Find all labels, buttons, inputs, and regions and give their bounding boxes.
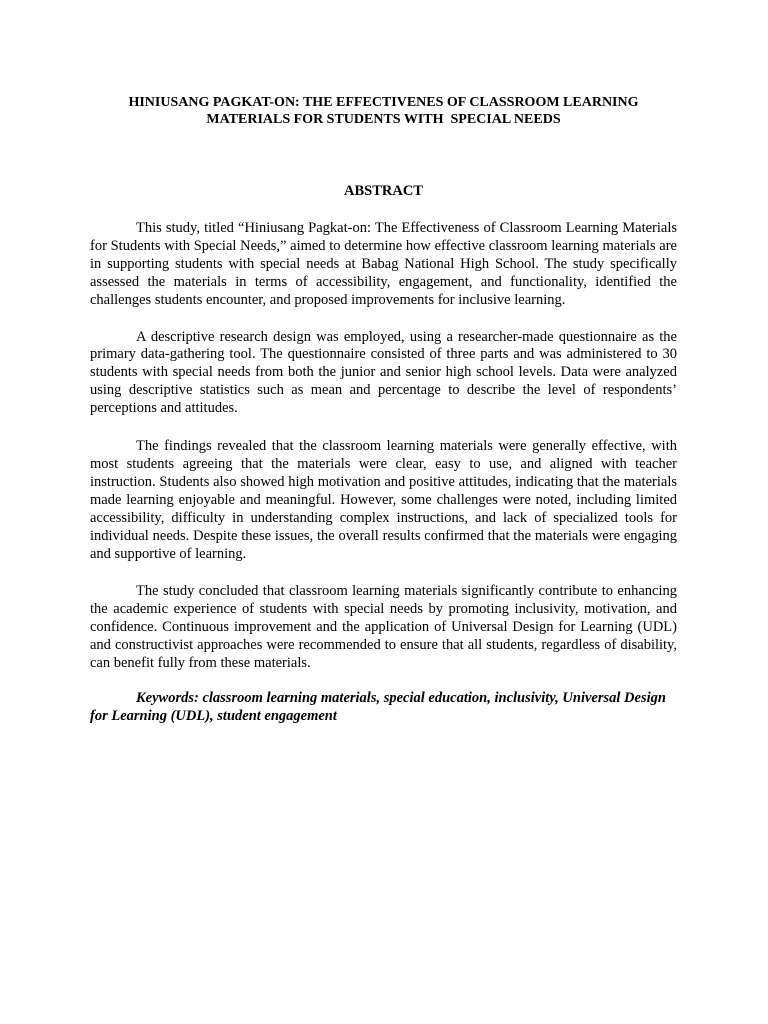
title-line-2: MATERIALS FOR STUDENTS WITH SPECIAL NEEDS [206, 112, 561, 127]
abstract-heading: ABSTRACT [344, 183, 423, 199]
title-line-1: HINIUSANG PAGKAT-ON: THE EFFECTIVENES OF CLASSROOM LEARNING [128, 95, 639, 110]
document-title [90, 94, 677, 128]
abstract-paragraph-1: This study, titled “Hiniusang Pagkat-on: The Effectiveness of Classroom Learning Materials for Students with Special Needs,” aimed to determine how effective classroom learning materials are in supporting students with special needs at Babag National High School. The study specifically assessed the materials in terms of accessibility, engagement, and functionality, identified the challenges students encounter, and proposed improvements for inclusive learning. [90, 220, 677, 308]
abstract-paragraph-2: A descriptive research design was employed, using a researcher-made questionnaire as the primary data-gathering tool. The questionnaire consisted of three parts and was administered to 30 students with special needs from both the junior and senior high school levels. Data were analyzed using descriptive statistics such as mean and percentage to describe the level of respondents’ perceptions and attitudes. [90, 328, 677, 417]
abstract-paragraph-4: The study concluded that classroom learning materials significantly contribute to enhancing the academic experience of students with special needs by promoting inclusivity, motivation, and confidence. Continuous improvement and the application of Universal Design for Learning (UDL) and constructivist approaches were recommended to ensure that all students, regardless of disability, can benefit fully from these materials. [90, 583, 677, 672]
document-page [90, 94, 677, 726]
keywords: Keywords: classroom learning materials, special education, inclusivity, Universal Design for Learning (UDL), student engagement [90, 689, 666, 725]
abstract-paragraph-3: The findings revealed that the classroom learning materials were generally effective, with most students agreeing that the materials were clear, easy to use, and aligned with teacher instruction. Students also showed high motivation and positive attitudes, indicating that the materials made learning enjoyable and meaningful. However, some challenges were noted, including limited accessibility, difficulty in understanding complex instructions, and lack of specialized tools for individual needs. Despite these issues, the overall results confirmed that the materials were engaging and supportive of learning. [90, 438, 677, 562]
